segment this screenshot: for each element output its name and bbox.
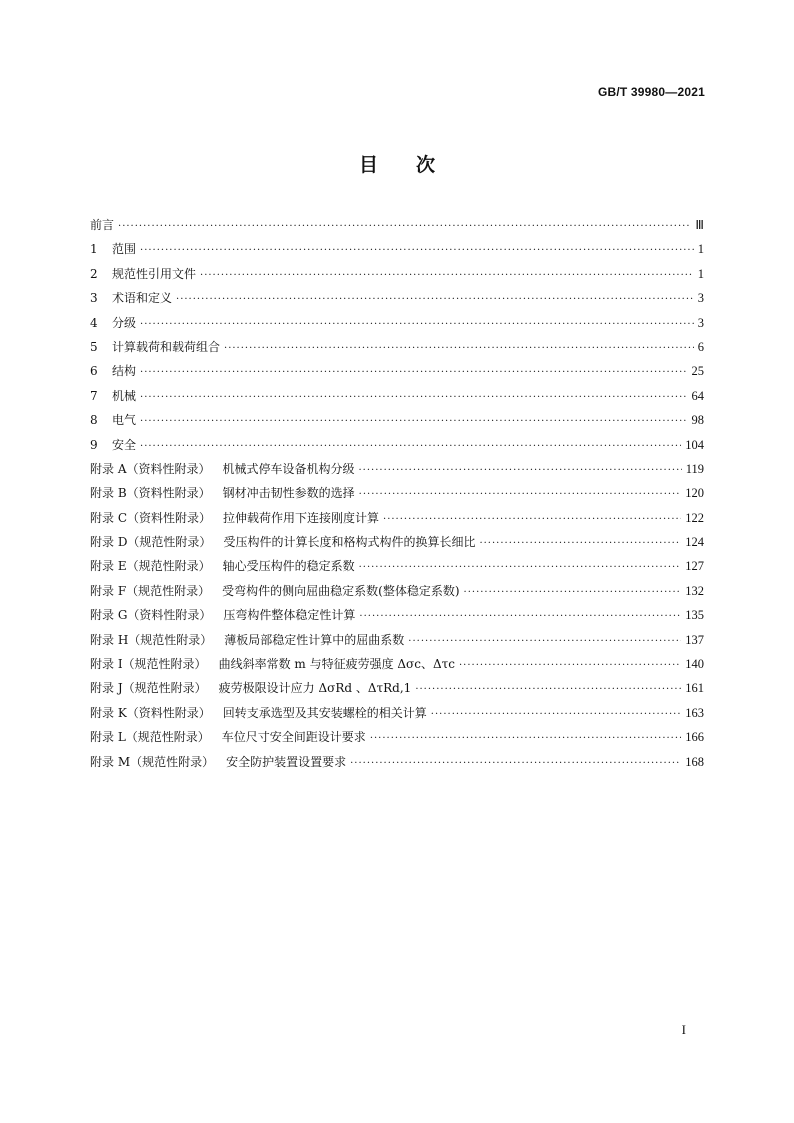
toc-entry-annex: 附录 M（规范性附录） [90, 754, 215, 769]
toc-dot-leader [464, 587, 682, 598]
toc-dot-leader [140, 367, 687, 378]
toc-entry[interactable] [90, 314, 704, 338]
toc-entry-annex: 附录 F（规范性附录） [90, 583, 211, 598]
toc-entry-label: 计算载荷和载荷组合 [112, 339, 221, 354]
toc-entry-label: 电气 [112, 413, 137, 428]
toc-entry-page: 140 [685, 657, 704, 672]
toc-entry[interactable] [90, 338, 704, 362]
toc-dot-leader [479, 538, 681, 549]
toc-entry[interactable] [90, 387, 704, 411]
toc-entry[interactable] [90, 362, 704, 386]
toc-entry-label: 安全 [112, 437, 137, 452]
toc-entry-annex: 附录 E（规范性附录） [90, 559, 211, 574]
toc-entry[interactable] [90, 631, 704, 655]
toc-entry-page: 166 [685, 730, 704, 745]
toc-dot-leader [200, 270, 694, 281]
toc-entry-page: 64 [691, 388, 704, 403]
toc-entry[interactable] [90, 753, 704, 777]
toc-dot-leader [359, 611, 681, 622]
toc-dot-leader [176, 294, 694, 305]
toc-entry[interactable] [90, 557, 704, 581]
toc-entry-page: 132 [685, 583, 704, 598]
toc-entry-annex: 附录 K（资料性附录） [90, 705, 211, 720]
toc-entry-page: 163 [685, 705, 704, 720]
toc-dot-leader [383, 514, 681, 525]
toc-entry[interactable] [90, 582, 704, 606]
toc-entry-page: 120 [685, 486, 704, 501]
toc-entry[interactable] [90, 240, 704, 264]
toc-entry-label: 拉伸载荷作用下连接刚度计算 [223, 510, 380, 525]
toc-entry-page: 168 [685, 754, 704, 769]
page-title: 目次 [358, 154, 473, 176]
toc-dot-leader [408, 636, 681, 647]
toc-dot-leader [415, 684, 681, 695]
toc-dot-leader [459, 660, 681, 671]
toc-entry-label: 钢材冲击韧性参数的选择 [222, 486, 355, 501]
toc-dot-leader [118, 221, 691, 232]
toc-entry-page: 119 [685, 461, 704, 476]
page-number: I [681, 1022, 686, 1037]
toc-entry-label: 受弯构件的侧向屈曲稳定系数(整体稳定系数) [222, 583, 460, 598]
toc-dot-leader [359, 562, 682, 573]
toc-entry-label: 轴心受压构件的稳定系数 [222, 559, 355, 574]
toc-entry-page: Ⅲ [695, 218, 704, 232]
toc-entry[interactable] [90, 704, 704, 728]
toc-entry-page: 6 [697, 339, 704, 354]
toc-entry-label: 受压构件的计算长度和格构式构件的换算长细比 [223, 535, 476, 550]
toc-entry-annex: 附录 B（资料性附录） [90, 486, 211, 501]
toc-entry-number: 8 [90, 413, 98, 428]
toc-entry-label: 结构 [112, 364, 137, 379]
toc-entry-number: 2 [90, 266, 98, 281]
toc-entry-page: 135 [685, 608, 704, 623]
toc-entry[interactable] [90, 509, 704, 533]
toc-entry-label: 规范性引用文件 [112, 266, 197, 281]
toc-entry-annex: 附录 C（资料性附录） [90, 510, 211, 525]
toc-dot-leader [359, 489, 682, 500]
toc-entry-annex: 附录 G（资料性附录） [90, 608, 212, 623]
toc-entry-annex: 附录 A（资料性附录） [90, 461, 211, 476]
toc-dot-leader [359, 465, 682, 476]
toc-entry-label: 曲线斜率常数 m 与特征疲劳强度 Δσc、Δτc [218, 657, 455, 672]
toc-entry-page: 3 [697, 291, 704, 306]
toc-dot-leader [140, 441, 681, 452]
toc-entry-annex: 附录 I（规范性附录） [90, 657, 207, 672]
toc-dot-leader [350, 758, 681, 769]
toc-entry-label: 回转支承选型及其安装螺栓的相关计算 [222, 705, 427, 720]
toc-entry-label: 分级 [112, 315, 137, 330]
toc-entry[interactable] [90, 460, 704, 484]
table-of-contents [90, 216, 704, 777]
toc-entry[interactable] [90, 265, 704, 289]
toc-entry-annex: 附录 H（规范性附录） [90, 632, 213, 647]
toc-entry-annex: 附录 D（规范性附录） [90, 535, 212, 550]
toc-entry-page: 98 [691, 413, 704, 428]
toc-entry-label: 压弯构件整体稳定性计算 [223, 608, 356, 623]
toc-entry-label: 安全防护装置设置要求 [226, 754, 347, 769]
toc-entry-label: 疲劳极限设计应力 ΔσRd 、ΔτRd,1 [218, 681, 412, 696]
toc-entry-page: 137 [685, 632, 704, 647]
toc-entry[interactable] [90, 728, 704, 752]
toc-entry-page: 124 [685, 535, 704, 550]
toc-entry-number: 1 [90, 242, 98, 257]
toc-entry-page: 1 [697, 266, 704, 281]
toc-entry-label: 术语和定义 [112, 291, 173, 306]
toc-entry-number: 7 [90, 388, 98, 403]
toc-entry-page: 127 [685, 559, 704, 574]
toc-entry[interactable] [90, 216, 704, 240]
toc-dot-leader [140, 319, 694, 330]
toc-entry-annex: 附录 L（规范性附录） [90, 730, 210, 745]
toc-entry[interactable] [90, 289, 704, 313]
toc-entry[interactable] [90, 436, 704, 460]
toc-entry-page: 104 [685, 437, 704, 452]
toc-entry[interactable] [90, 533, 704, 557]
standard-code: GB/T 39980—2021 [597, 85, 705, 99]
toc-entry-number: 3 [90, 291, 98, 306]
toc-entry-label: 机械式停车设备机构分级 [222, 461, 355, 476]
toc-entry-label: 范围 [112, 242, 137, 257]
toc-entry-label: 薄板局部稳定性计算中的屈曲系数 [224, 632, 405, 647]
toc-dot-leader [431, 709, 681, 720]
toc-entry[interactable] [90, 484, 704, 508]
toc-entry-number: 9 [90, 437, 98, 452]
toc-entry-page: 161 [685, 681, 704, 696]
toc-dot-leader [370, 733, 681, 744]
toc-entry-page: 1 [697, 242, 704, 257]
toc-entry-page: 3 [697, 315, 704, 330]
toc-entry-number: 6 [90, 364, 98, 379]
toc-entry[interactable] [90, 655, 704, 679]
toc-entry-label: 机械 [112, 388, 137, 403]
toc-dot-leader [140, 245, 694, 256]
toc-entry[interactable] [90, 411, 704, 435]
toc-entry-number: 4 [90, 315, 98, 330]
toc-entry-label: 车位尺寸安全间距设计要求 [221, 730, 366, 745]
toc-entry[interactable] [90, 679, 704, 703]
toc-entry-number: 5 [90, 339, 98, 354]
toc-entry[interactable] [90, 606, 704, 630]
toc-dot-leader [224, 343, 694, 354]
toc-dot-leader [140, 416, 687, 427]
toc-dot-leader [140, 392, 687, 403]
toc-entry-label: 前言 [90, 218, 115, 232]
toc-entry-annex: 附录 J（规范性附录） [90, 681, 207, 696]
toc-entry-page: 122 [685, 510, 704, 525]
toc-entry-page: 25 [691, 364, 704, 379]
